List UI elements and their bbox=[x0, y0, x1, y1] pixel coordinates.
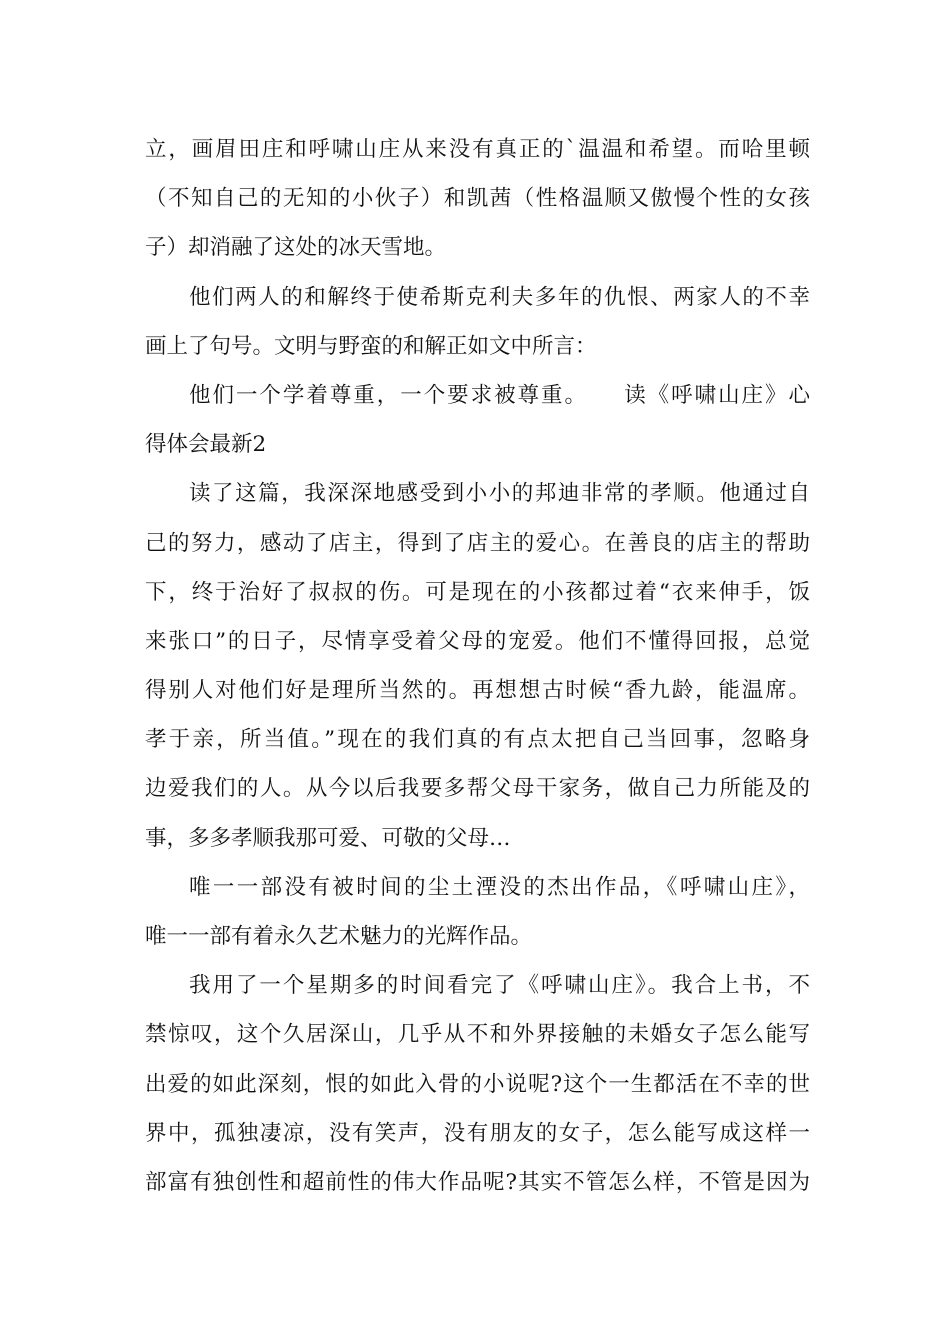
text-line: 出爱的如此深刻，恨的如此入骨的小说呢?这个一生都活在不幸的世 bbox=[145, 1071, 810, 1097]
text-line: 唯一一部没有被时间的尘土湮没的杰出作品，《呼啸山庄》， bbox=[189, 874, 810, 900]
text-line: 禁惊叹，这个久居深山，几乎从不和外界接触的未婚女子怎么能写 bbox=[145, 1022, 810, 1048]
text-line: 边爱我们的人。从今以后我要多帮父母干家务，做自己力所能及的 bbox=[145, 776, 810, 802]
text-line: 来张口”的日子，尽情享受着父母的宠爱。他们不懂得回报，总觉 bbox=[145, 628, 810, 654]
text-line: 事，多多孝顺我那可爱、可敬的父母… bbox=[145, 825, 511, 851]
text-line: 得体会最新2 bbox=[145, 432, 267, 458]
text-line: 我用了一个星期多的时间看完了《呼啸山庄》。我合上书，不 bbox=[189, 973, 810, 999]
article-body bbox=[145, 125, 810, 1207]
text-line: （不知自己的无知的小伙子）和凯茜（性格温顺又傲慢个性的女孩 bbox=[145, 186, 810, 212]
text-line: 唯一一部有着永久艺术魅力的光辉作品。 bbox=[145, 924, 533, 949]
text-line: 他们两人的和解终于使希斯克利夫多年的仇恨、两家人的不幸 bbox=[189, 284, 810, 310]
text-line: 己的努力，感动了店主，得到了店主的爱心。在善良的店主的帮助 bbox=[145, 530, 810, 556]
text-line: 部富有独创性和超前性的伟大作品呢?其实不管怎么样，不管是因为 bbox=[145, 1169, 810, 1195]
text-line: 子）却消融了这处的冰天雪地。 bbox=[145, 235, 447, 261]
text-line: 他们一个学着尊重，一个要求被尊重。 读《呼啸山庄》心 bbox=[189, 382, 810, 408]
text-line: 下，终于治好了叔叔的伤。可是现在的小孩都过着“衣来伸手，饭 bbox=[145, 579, 810, 605]
text-line: 孝于亲，所当值。”现在的我们真的有点太把自己当回事，忽略身 bbox=[145, 727, 810, 753]
text-line: 画上了句号。文明与野蛮的和解正如文中所言： bbox=[145, 333, 597, 359]
text-line: 立，画眉田庄和呼啸山庄从来没有真正的`温温和希望。而哈里顿 bbox=[145, 137, 810, 162]
text-line: 读了这篇，我深深地感受到小小的邦迪非常的孝顺。他通过自 bbox=[189, 481, 810, 507]
text-line: 得别人对他们好是理所当然的。再想想古时候“香九龄，能温席。 bbox=[145, 678, 810, 704]
text-line: 界中，孤独凄凉，没有笑声，没有朋友的女子，怎么能写成这样一 bbox=[145, 1120, 810, 1146]
